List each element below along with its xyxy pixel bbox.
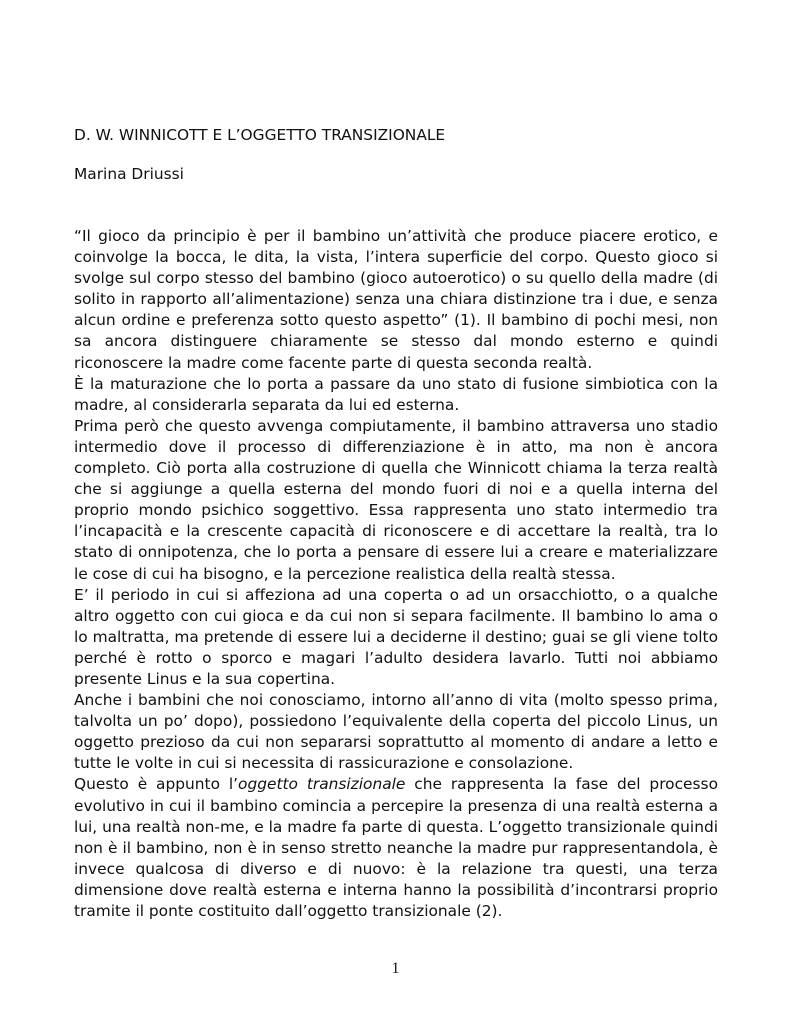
document-body	[74, 226, 718, 922]
document-title: D. W. WINNICOTT E L’OGGETTO TRANSIZIONALE	[74, 126, 446, 144]
document-author: Marina Driussi	[74, 165, 184, 183]
paragraph: “Il gioco da principio è per il bambino un’attività che produce piacere erotico, e coinvolge la bocca, le dita, la vista, l’intera superficie del corpo. Questo gioco si svolge sul corpo stesso del bambino (gioco autoerotico) o su quello della madre (di solito in rapporto all’alimentazione) senza una chiara distinzione tra i due, e senza alcun ordine e preferenza sotto questo aspetto” (1). Il bambino di pochi mesi, non sa ancora distinguere chiaramente se stesso dal mondo esterno e quindi riconoscere la madre come facente parte di questa seconda realtà.	[74, 227, 718, 372]
paragraph: Prima però che questo avvenga compiutamente, il bambino attraversa uno stadio intermedio dove il processo di differenziazione è in atto, ma non è ancora completo. Ciò porta alla costruzione di quella che Winnicott chiama la terza realtà che si aggiunge a quella esterna del mondo fuori di noi e a quella interna del proprio mondo psichico soggettivo. Essa rappresenta uno stato intermedio tra l’incapacità e la crescente capacità di riconoscere e di accettare la realtà, tra lo stato di onnipotenza, che lo porta a pensare di essere lui a creare e materializzare le cose di cui ha bisogno, e la percezione realistica della realtà stessa.	[74, 416, 718, 583]
paragraph: Anche i bambini che noi conosciamo, intorno all’anno di vita (molto spesso prima, talvolta un po’ dopo), possiedono l’equivalente della coperta del piccolo Linus, un oggetto prezioso da cui non separarsi soprattutto al momento di andare a letto e tutte le volte in cui si necessita di rassicurazione e consolazione.	[74, 691, 718, 773]
paragraph-transitional-object	[74, 774, 718, 922]
page-number: 1	[391, 960, 400, 977]
paragraph-text: che rappresenta la fase del processo evolutivo in cui il bambino comincia a percepire la presenza di una realtà esterna a lui, una realtà non-me, e la madre fa parte di questa. L’oggetto transizionale quindi non è il bambino, non è in senso stretto neanche la madre pur rappresentandola, è invece qualcosa di diverso e di nuovo: è la relazione tra questi, una terza dimensione dove realtà esterna e interna hanno la possibilità d’incontrarsi proprio tramite il ponte costituito dall’oggetto transizionale (2).	[74, 775, 718, 920]
italic-term: oggetto transizionale	[238, 775, 406, 794]
paragraph-text: Questo è appunto l’	[74, 775, 239, 794]
paragraph: E’ il periodo in cui si affeziona ad una coperta o ad un orsacchiotto, o a qualche altro oggetto con cui gioca e da cui non si separa facilmente. Il bambino lo ama o lo maltratta, ma pretende di essere lui a deciderne il destino; guai se gli viene tolto perché è rotto o sporco e magari l’adulto desidera lavarlo. Tutti noi abbiamo presente Linus e la sua copertina.	[74, 585, 718, 688]
paragraph: È la maturazione che lo porta a passare da uno stato di fusione simbiotica con la madre, al considerarla separata da lui ed esterna.	[74, 374, 718, 414]
